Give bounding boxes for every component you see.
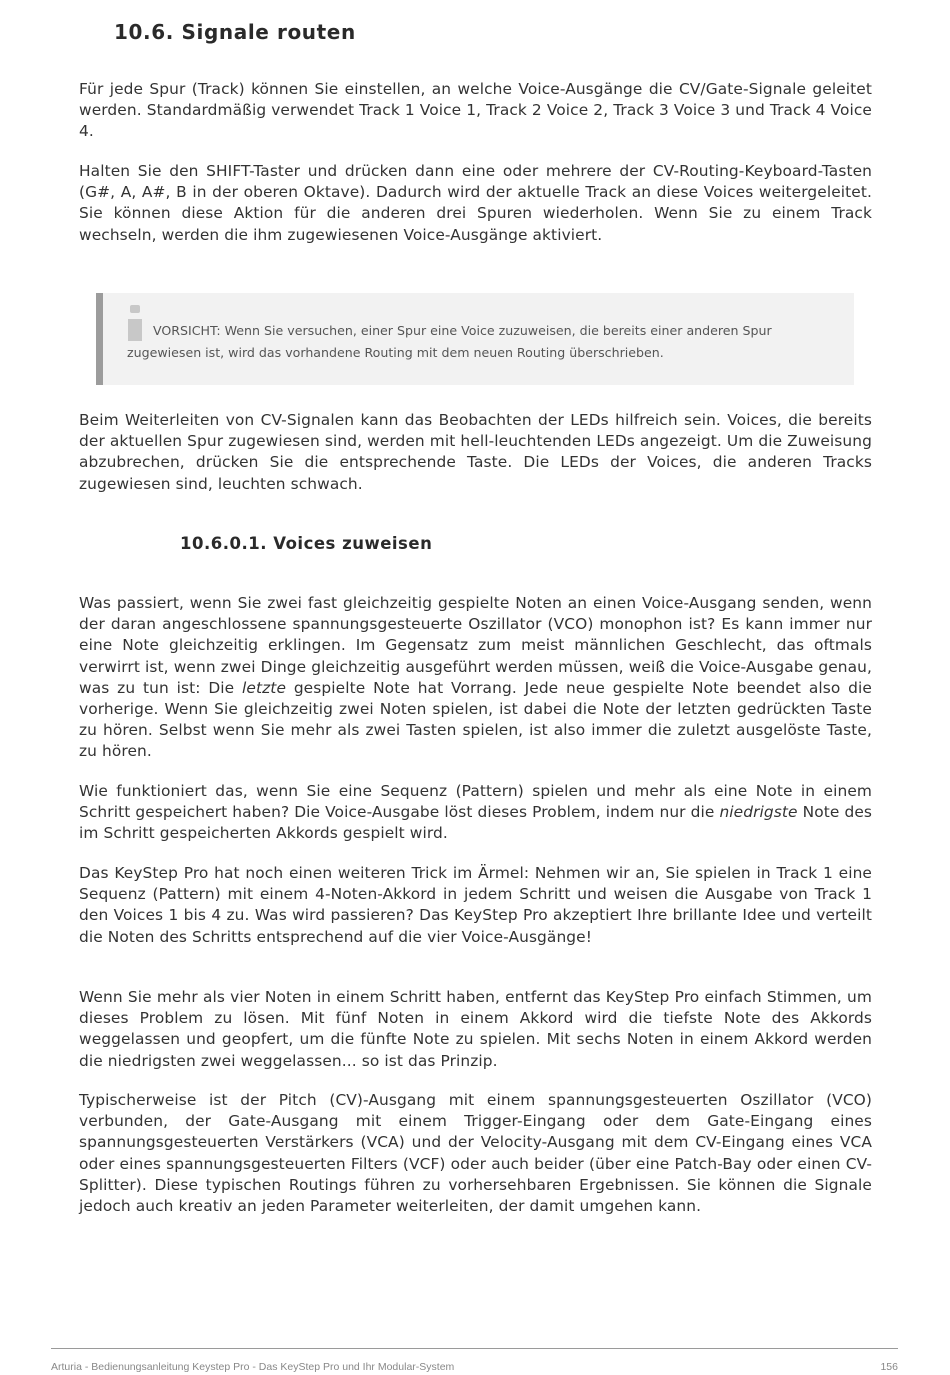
caution-text: VORSICHT: Wenn Sie versuchen, einer Spur eine Voice zuzuweisen, die bereits einer anderen Spur zugewiesen ist, wird das vorhandene Routing mit dem neuen Routing überschrieben. — [127, 323, 772, 360]
intro-paragraph-2: Halten Sie den SHIFT-Taster und drücken dann eine oder mehrere der CV-Routing-Keyboard-Tasten (G#, A, A#, B in der oberen Oktave). Dadurch wird der aktuelle Track an diese Voices weitergeleitet. Sie können diese Aktion für die anderen drei Spuren wiederholen. Wenn Sie zu einem Track wechseln, werden die ihm zugewiesenen Voice-Ausgänge aktiviert. — [79, 162, 872, 244]
intro-paragraph-1: Für jede Spur (Track) können Sie einstellen, an welche Voice-Ausgänge die CV/Gate-Signale geleitet werden. Standardmäßig verwendet Track 1 Voice 1, Track 2 Voice 2, Track 3 Voice 3 und Track 4 Voice 4. — [79, 80, 872, 141]
footer-divider — [51, 1348, 898, 1349]
voices-paragraph-1-end: gespielte Note hat Vorrang. Jede neue gespielte Note beendet also die vorherige. Wenn Sie gleichzeitig zwei Noten spielen, ist dabei die Note der letzten gedrückten Taste zu hören. Selbst wenn Sie mehr als zwei Tasten spielen, ist also immer die zuletzt ausgelöste Taste, zu hören. — [79, 678, 872, 761]
emphasis-letzte: letzte — [242, 678, 287, 697]
voices-paragraph-2 — [79, 781, 872, 845]
voices-paragraph-1-start: Was passiert, wenn Sie zwei fast gleichzeitig gespielte Noten an einen Voice-Ausgang senden, wenn der daran angeschlossene spannungsgesteuerte Oszillator (VCO) monophon ist? Es kann immer nur eine Note gleichzeitig erklingen. Im Gegensatz zum meist männlichen Geschlecht, das oftmals verwirrt ist, wenn zwei Dinge gleichzeitig ausgeführt werden müssen, weiß die Voice-Ausgabe genau, was zu tun ist: Die — [79, 594, 872, 697]
caution-callout — [96, 293, 854, 385]
section-heading: 10.6. Signale routen — [114, 20, 356, 44]
voices-paragraph-2-end: Note des im Schritt gespeicherten Akkords gespielt wird. — [79, 803, 872, 843]
voices-paragraph-5: Typischerweise ist der Pitch (CV)-Ausgang mit einem spannungsgesteuerten Oszillator (VCO) verbunden, der Gate-Ausgang mit einem Trigger-Eingang oder dem Gate-Eingang eines spannungsgesteuerten Verstärkers (VCA) und der Velocity-Ausgang mit dem CV-Eingang eines VCA oder eines spannungsgesteuerten Filters (VCF) oder auch beider (über eine Patch-Bay oder einen CV-Splitter). Diese typischen Routings führen zu vorhersehbaren Ergebnissen. Sie können die Signale jedoch auch kreativ an jeden Parameter weiterleiten, der damit umgehen kann. — [79, 1091, 872, 1216]
voices-paragraph-2-start: Wie funktioniert das, wenn Sie eine Sequenz (Pattern) spielen und mehr als eine Note in einem Schritt gespeichert haben? Die Voice-Ausgabe löst dieses Problem, indem nur die — [79, 782, 872, 822]
subsection-heading: 10.6.0.1. Voices zuweisen — [180, 534, 433, 553]
page-number: 156 — [880, 1361, 898, 1373]
emphasis-niedrigste: niedrigste — [719, 803, 798, 822]
voices-paragraph-3: Das KeyStep Pro hat noch einen weiteren Trick im Ärmel: Nehmen wir an, Sie spielen in Track 1 eine Sequenz (Pattern) mit einem 4-Noten-Akkord in jedem Schritt und weisen die Ausgabe von Track 1 den Voices 1 bis 4 zu. Was wird passieren? Das KeyStep Pro akzeptiert Ihre brillante Idee und verteilt die Noten des Schritts entsprechend auf die vier Voice-Ausgänge! — [79, 864, 872, 946]
footer-text: Arturia - Bedienungsanleitung Keystep Pro - Das KeyStep Pro und Ihr Modular-System — [51, 1361, 455, 1373]
voices-paragraph-1 — [79, 593, 872, 763]
leds-paragraph: Beim Weiterleiten von CV-Signalen kann das Beobachten der LEDs hilfreich sein. Voices, die bereits der aktuellen Spur zugewiesen sind, werden mit hell-leuchtenden LEDs angezeigt. Um die Zuweisung abzubrechen, drücken Sie die entsprechende Taste. Die LEDs der Voices, die anderen Tracks zugewiesen sind, leuchten schwach. — [79, 411, 872, 493]
voices-paragraph-4: Wenn Sie mehr als vier Noten in einem Schritt haben, entfernt das KeyStep Pro einfach Stimmen, um dieses Problem zu lösen. Mit fünf Noten in einem Akkord wird die tiefste Note des Akkords weggelassen und geopfert, um die fünfte Note zu spielen. Mit sechs Noten in einem Akkord werden die niedrigsten zwei weggelassen... so ist das Prinzip. — [79, 988, 872, 1070]
